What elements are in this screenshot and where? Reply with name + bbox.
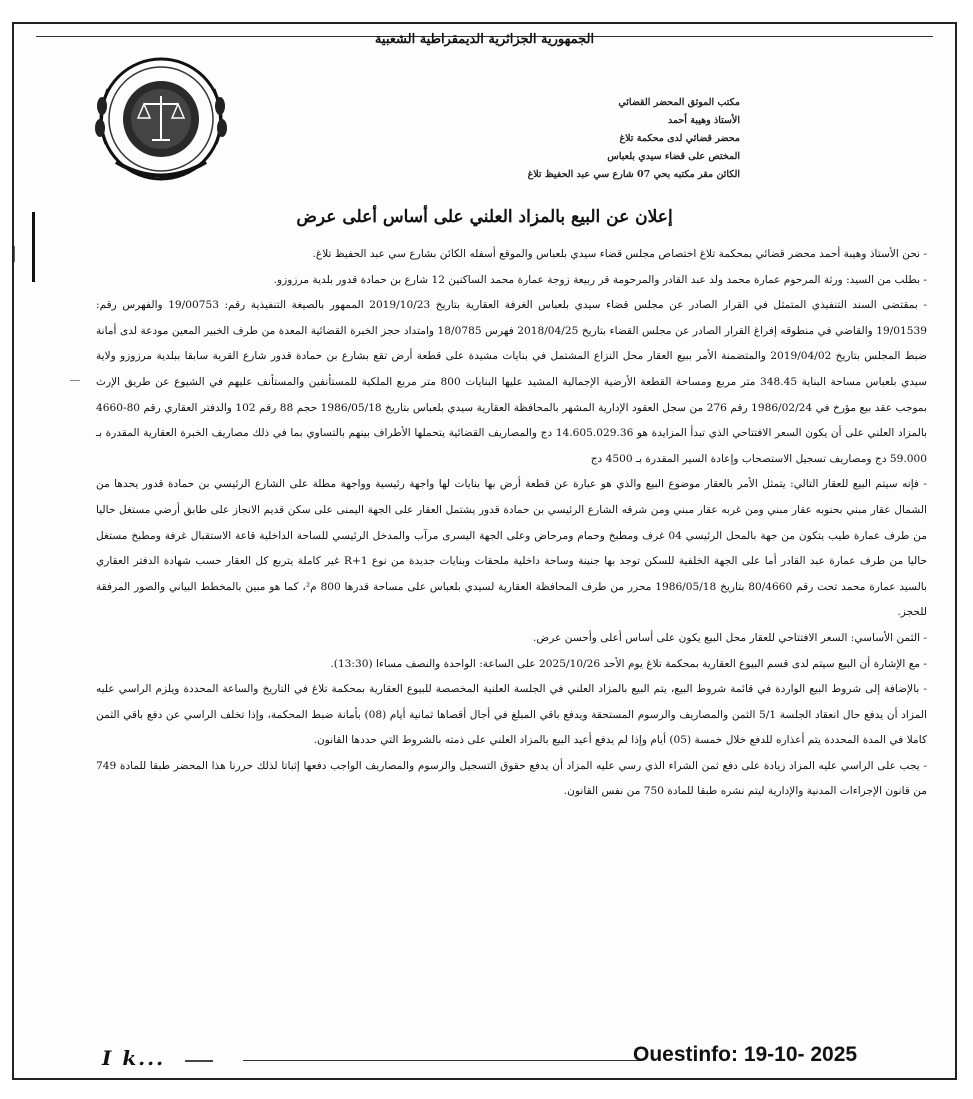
paragraph-requester: - بطلب من السيد: ورثة المرحوم عمارة محمد ولد عبد القادر والمرحومة قر ربيعة زوجة عمارة محمد الساكنين 12 شارع بن حمادة قدور بلدية مرزوزو.: [273, 273, 927, 286]
paragraph-fees: - يجب على الراسي عليه المزاد زيادة على دفع ثمن الشراء الذي رسي عليه المزاد أن يدفع حقوق التسجيل والرسوم والمصاريف الواجب دفعها إثباتا لذلك حررنا هذا المحضر طبقا للمادة 749 من قانون الإجراءات المدنية والإدارية ليتم نشره طبقا للمادة 750 من نفس القانون.: [96, 759, 927, 798]
paragraph-sale-conditions: - بالإضافة إلى شروط البيع الواردة في قائمة شروط البيع، يتم البيع بالمزاد العلني في الجلسة العلنية المخصصة للبيوع العقارية بمحكمة تلاغ في التاريخ والساعة المحددة ويلزم الراسي عليه المزاد أن يدفع حال انعقاد الجلسة 5/1 الثمن والمصاريف والرسوم المستحقة ويدفع باقي المبلغ في أجال أقصاها ثمانية أيام (08) بأمانة ضبط المحكمة، وإذا تخلف الراسي عن دفع باقي الثمن كاملا في المدة المحددة يتم أعذاره للدفع خلال خمسة (05) أيام وإذا لم يدفع أعيد البيع بالمزاد العلني على ذمته بالشروط التي حددها القانون.: [96, 683, 927, 747]
notary-line: محضر قضائي لدى محكمة تلاغ: [619, 133, 740, 144]
source-credit: Ouestinfo: 19-10- 2025: [633, 1043, 858, 1066]
bailiff-signature: I k...: [102, 1046, 166, 1070]
document-frame: [12, 22, 957, 1080]
announcement-body: [96, 242, 927, 805]
paragraph-bailiff: - نحن الأستاذ وهيبة أحمد محضر قضائي بمحكمة تلاغ اختصاص مجلس قضاء سيدي بلعباس والموقع أسفله الكائن بشارع سي عبد الحفيظ تلاغ.: [312, 248, 927, 260]
margin-mark: [32, 212, 35, 282]
paragraph-sale-date: - مع الإشارة أن البيع سيتم لدى قسم البيوع العقارية بمحكمة تلاغ يوم الأحد 2025/10/26 على الساعة: الواحدة والنصف مساءا (13:30).: [330, 657, 927, 670]
signature-dash: [185, 1060, 213, 1062]
notary-line: الكائن مقر مكتبه بحي 07 شارع سي عبد الحفيظ تلاغ: [527, 169, 740, 180]
paragraph-executive-title: - بمقتضى السند التنفيذي المتمثل في القرار الصادر عن مجلس قضاء سيدي بلعباس الغرفة العقارية بتاريخ 2019/10/23 الممهور بالصيغة التنفيذية رقم: 19/00753 والفهرس رقم: 19/01539 والقاضي في منطوقه إفراغ القرار الصادر عن مجلس القضاء بتاريخ 2018/04/25 فهرس 18/0785 وامتداد حجز الخبرة القضائية المعدة من طرف الخبير المعين مودعة لدى أمانة ضبط المجلس بتاريخ 2019/04/02 والمتضمنة الأمر ببيع العقار محل النزاع المشتمل في بنايات مشيدة على قطعة أرض تقع بشارع بن حمادة قدور شارع القرية سابقا ببلدية مرزوزو ولاية سيدي بلعباس مساحة البناية 348.45 متر مربع ومساحة القطعة الأرضية الإجمالية المشيد عليها البنايات 800 متر مربع الملكية للمستأنفين والمستأنف عليهم في الشيوع عن طريق الإرث بموجب عقد بيع مؤرخ في 1986/02/24 رقم 276 من سجل العقود الإدارية المشهر بالمحافظة العقارية سيدي بلعباس بتاريخ 1986/05/18 حجم 88 رقم 102 والدفتر العقاري رقم 80-4660 بالمزاد العلني على أن يكون السعر الافتتاحي الذي تبدأ المزايدة هو 14.605.029.36 دج والمصاريف القضائية يتحملها الأطراف بينهم بالتساوي بما في ذلك مصاريف الخبرة العقارية المقدرة بـ 59.000 دج ومصاريف تسجيل الاستصحاب وإعادة السير المقدرة بـ 4500 دج: [96, 299, 928, 465]
notary-line: المختص على قضاء سيدي بلعباس: [607, 151, 740, 162]
margin-dash: [70, 380, 80, 381]
paragraph-property-description: - فإنه سيتم البيع للعقار التالي: يتمثل الأمر بالعقار موضوع البيع والذي هو عبارة عن قطعة أرض بها بنايات لها واجهة رئيسية وواجهة مطلة على الشارع الرئيسي بن حمادة قدور يحدها من الشمال عقار مبني بحنوبه عقار مبني ومن غربه عقار مبني ومن شرقه الشارع الرئيسي بن حمادة قدور يشتمل العقار على الجهة اليمنى على سكن قديم الانجاز على طابق أرضي مستغل حاليا من طرف عمارة طيب يتكون من جهة بالمحل الرئيسي 04 غرف ومطبخ وحمام ومرحاض وعلى الجهة اليسرى مرآب والمدخل الرئيسي للساحة الداخلية قاعة الاستقبال غرفة ومطبخ مستغل حاليا من طرف عمارة عبد القادر أما على الجهة الخلفية للسكن توجد بها جنينة وساحة داخلية ملحقات وبنايات جديدة من نوع R+1 غير كاملة يتربع كل العقار حسب شهادة الدفتر العقاري بالسيد عمارة محمد تحت رقم 80/4660 بتاريخ 1986/05/18 محرر من طرف المحافظة العقارية لسيدي بلعباس على مساحة قدرها 800 م²، كما هو مبين بالمخطط البياني والصور المرفقة للحجز.: [96, 478, 928, 619]
margin-tick: [14, 246, 15, 262]
notary-office-block: [500, 94, 740, 184]
notary-line: مكتب الموثق المحضر القضائي: [618, 97, 740, 108]
court-seal-emblem: [86, 44, 236, 194]
bottom-rule: [243, 1060, 641, 1061]
announcement-title: إعلان عن البيع بالمزاد العلني على أساس أعلى عرض: [296, 207, 673, 227]
notary-line: الأستاذ وهيبة أحمد: [667, 115, 740, 126]
republic-header: الجمهورية الجزائرية الديمقراطية الشعبية: [374, 32, 595, 47]
paragraph-base-price: - الثمن الأساسي: السعر الافتتاحي للعقار محل البيع يكون على أساس أعلى وأحسن عرض.: [533, 631, 927, 644]
